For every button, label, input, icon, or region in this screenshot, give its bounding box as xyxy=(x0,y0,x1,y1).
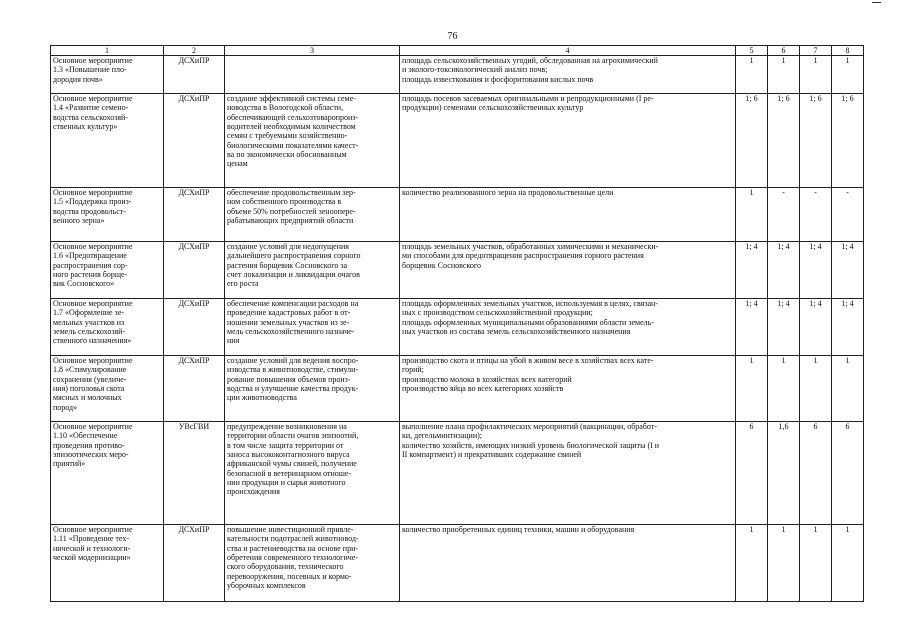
measures-table xyxy=(50,45,864,602)
table-body xyxy=(51,46,864,602)
cell-text-line: Основное мероприятие xyxy=(53,422,133,431)
table-row xyxy=(51,188,864,242)
indicator-ref-6-cell: 1 xyxy=(768,525,800,602)
cell-text-line: происхождения xyxy=(227,487,280,497)
cell-text-line: площадь сельскохозяйственных угодий, обследованная на агрохимический xyxy=(402,56,658,65)
indicator-ref-5-cell: 1 xyxy=(736,188,768,242)
cell-text-line: создание эффективной системы семе- xyxy=(227,94,356,103)
objective-cell xyxy=(225,525,400,602)
executor-cell: ДСХиПР xyxy=(164,94,225,188)
cell-text-line: безопасной в ветеринарном отноше- xyxy=(227,468,352,478)
cell-text-line: вик Сосновского» xyxy=(53,279,115,289)
cell-text-line: 1.11 «Проведение тех- xyxy=(53,534,129,544)
cell-text-line: ва по экономически обоснованным xyxy=(227,150,347,160)
indicator-ref-6-cell: 1 xyxy=(768,56,800,94)
executor-cell: УВсГВИ xyxy=(164,422,225,525)
header-col-7: 7 xyxy=(800,46,832,56)
indicator-ref-5-cell: 1 xyxy=(736,356,768,422)
cell-text-line: земель сельскохозяй- xyxy=(53,327,126,337)
cell-text-line: мясных и молочных xyxy=(53,393,122,403)
cell-text-line: водства сельскохозяй- xyxy=(53,112,128,122)
header-col-1: 1 xyxy=(51,46,164,56)
header-col-5: 5 xyxy=(736,46,768,56)
cell-text-line: Основное мероприятие xyxy=(53,525,133,534)
cell-text-line: выполнение плана профилактических мероприятий (вакцинации, обработ- xyxy=(402,422,657,431)
cell-text-line: ственного назначения» xyxy=(53,336,132,346)
cell-text-line: ношении земельных участков из зе- xyxy=(227,317,350,327)
cell-text-line: создание условий для недопущения xyxy=(227,242,349,251)
cell-text-line: Основное мероприятие xyxy=(53,242,133,251)
cell-text-line: ского оборудования, технического xyxy=(227,562,344,572)
cell-text-line: площадь оформленных муниципальными образованиями области земель- xyxy=(402,317,654,327)
cell-text-line: водителей необходимым количеством xyxy=(227,122,356,132)
cell-text-line: 1.6 «Предотвращение xyxy=(53,251,127,261)
cell-text-line: ческой модернизации» xyxy=(53,553,131,563)
header-col-3: 3 xyxy=(225,46,400,56)
indicator-cell xyxy=(400,422,736,525)
cell-text-line: ния) поголовья скота xyxy=(53,384,125,394)
table-row xyxy=(51,525,864,602)
measure-name-cell xyxy=(51,188,164,242)
table-row xyxy=(51,422,864,525)
cell-text-line: пород» xyxy=(53,402,78,412)
cell-text-line: ного растения борще- xyxy=(53,270,128,280)
header-col-2: 2 xyxy=(164,46,225,56)
indicator-ref-5-cell: 1; 6 xyxy=(736,94,768,188)
indicator-ref-8-cell: 1 xyxy=(832,356,864,422)
objective-cell xyxy=(225,188,400,242)
measure-name-cell xyxy=(51,299,164,356)
cell-text-line: территории области очагов эпизоотий, xyxy=(227,431,359,441)
table-row xyxy=(51,94,864,188)
objective-cell xyxy=(225,56,400,94)
cell-text-line: 1.3 «Повышение пло- xyxy=(53,65,127,75)
cell-text-line: биологическими показателями качест- xyxy=(227,140,359,150)
cell-text-line: нической и технологи- xyxy=(53,543,131,553)
indicator-cell xyxy=(400,356,736,422)
page-number: 76 xyxy=(447,31,458,42)
cell-text-line: создание условий для ведения воспро- xyxy=(227,356,359,365)
cell-text-line: сохранения (увеличе- xyxy=(53,374,127,384)
cell-text-line: в том числе защита территории от xyxy=(227,440,344,450)
cell-text-line: ки, дегельминтизации); xyxy=(402,431,482,441)
cell-text-line: площадь оформленных земельных участков, используемая в целях, связан- xyxy=(402,299,658,308)
indicator-ref-6-cell: 1; 4 xyxy=(768,299,800,356)
executor-cell: ДСХиПР xyxy=(164,188,225,242)
cell-text-line: производство молока в хозяйствах всех категорий xyxy=(402,374,572,384)
cell-text-line: перевооружения, посевных и кормо- xyxy=(227,571,352,581)
indicator-ref-7-cell: 1 xyxy=(800,525,832,602)
cell-text-line: обеспечение продовольственным зер- xyxy=(227,188,356,197)
table-row xyxy=(51,299,864,356)
cell-text-line: 1.7 «Оформление зе- xyxy=(53,308,124,318)
cell-text-line: эпизоотических меро- xyxy=(53,450,129,460)
executor-cell: ДСХиПР xyxy=(164,299,225,356)
cell-text-line: кательности подотраслей животновод- xyxy=(227,534,359,544)
measure-name-cell xyxy=(51,242,164,299)
cell-text-line: ции животноводства xyxy=(227,393,297,403)
objective-cell xyxy=(225,356,400,422)
indicator-ref-6-cell: 1 xyxy=(768,356,800,422)
indicator-ref-6-cell: 1,6 xyxy=(768,422,800,525)
measure-name-cell xyxy=(51,356,164,422)
cell-text-line: распространения сор- xyxy=(53,260,128,270)
cell-text-line: II компартмент) и прекративших содержание свиней xyxy=(402,450,582,460)
objective-cell xyxy=(225,299,400,356)
cell-text-line: ства и растениеводства на основе при- xyxy=(227,543,359,553)
cell-text-line: африканской чумы свиней, получение xyxy=(227,459,357,469)
objective-cell xyxy=(225,422,400,525)
executor-cell: ДСХиПР xyxy=(164,56,225,94)
cell-text-line: площадь земельных участков, обработанных химическими и механически- xyxy=(402,242,659,251)
cell-text-line: ном собственного производства в xyxy=(227,197,342,207)
cell-text-line: семян с требуемыми хозяйственно- xyxy=(227,131,348,141)
cell-text-line: повышение инвестиционной привле- xyxy=(227,525,354,534)
cell-text-line: растения борщевик Сосновского за xyxy=(227,260,348,270)
indicator-ref-8-cell: 1; 6 xyxy=(832,94,864,188)
cell-text-line: водства и улучшение качества продук- xyxy=(227,384,359,394)
cell-text-line: обеспечение компенсации расходов на xyxy=(227,299,359,308)
header-col-8: 8 xyxy=(832,46,864,56)
cell-text-line: производство яйца во всех категориях хозяйств xyxy=(402,384,564,394)
indicator-ref-5-cell: 1; 4 xyxy=(736,242,768,299)
cell-text-line: приятий» xyxy=(53,459,86,469)
cell-text-line: венного зерна» xyxy=(53,216,105,226)
indicator-ref-8-cell: 1 xyxy=(832,525,864,602)
objective-cell xyxy=(225,242,400,299)
cell-text-line: и эколого-токсикологический анализ почв; xyxy=(402,65,548,75)
cell-text-line: Основное мероприятие xyxy=(53,299,133,308)
indicator-ref-6-cell: 1; 6 xyxy=(768,94,800,188)
cell-text-line: количество реализованного зерна на продовольственные цели xyxy=(402,188,614,197)
cell-text-line: его роста xyxy=(227,279,259,289)
measure-name-cell xyxy=(51,94,164,188)
measure-name-cell xyxy=(51,56,164,94)
cell-text-line: ценам xyxy=(227,159,248,169)
cell-text-line: проведение кадастровых работ в от- xyxy=(227,308,351,318)
indicator-ref-7-cell: 1; 4 xyxy=(800,242,832,299)
indicator-ref-8-cell: 1; 4 xyxy=(832,242,864,299)
cell-text-line: обеспечивающей сельхозтоваропроиз- xyxy=(227,112,359,122)
cell-text-line: борщевик Сосновского xyxy=(402,260,481,270)
cell-text-line: производство скота и птицы на убой в живом весе в хозяйствах всех кате- xyxy=(402,356,654,365)
indicator-ref-7-cell: 1; 6 xyxy=(800,94,832,188)
executor-cell: ДСХиПР xyxy=(164,525,225,602)
indicator-cell xyxy=(400,525,736,602)
indicator-cell xyxy=(400,94,736,188)
cell-text-line: дальнейшего распространения сорного xyxy=(227,251,361,261)
header-col-6: 6 xyxy=(768,46,800,56)
indicator-ref-6-cell: 1; 4 xyxy=(768,242,800,299)
cell-text-line: мель сельскохозяйственного назначе- xyxy=(227,327,355,337)
cell-text-line: площадь известкования и фосфоритования кислых почв xyxy=(402,74,594,84)
cell-text-line: обретения современного технологиче- xyxy=(227,553,358,563)
cell-text-line: количество приобретенных единиц техники, машин и оборудования xyxy=(402,525,635,534)
indicator-cell xyxy=(400,56,736,94)
indicator-ref-7-cell: 1; 4 xyxy=(800,299,832,356)
cell-text-line: рабатывающих предприятий области xyxy=(227,216,354,226)
cell-text-line: 1.4 «Развитие семено- xyxy=(53,103,129,113)
table-row xyxy=(51,356,864,422)
indicator-ref-8-cell: - xyxy=(832,188,864,242)
indicator-ref-7-cell: - xyxy=(800,188,832,242)
column-number-row xyxy=(51,46,864,56)
cell-text-line: горий; xyxy=(402,365,424,375)
indicator-ref-8-cell: 6 xyxy=(832,422,864,525)
header-col-4: 4 xyxy=(400,46,736,56)
table-row xyxy=(51,242,864,299)
cell-text-line: счет локализации и ликвидации очагов xyxy=(227,270,360,280)
cell-text-line: рование повышения объемов произ- xyxy=(227,374,351,384)
cell-text-line: 1.5 «Поддержка произ- xyxy=(53,197,132,207)
measure-name-cell xyxy=(51,525,164,602)
cell-text-line: площадь посевов засеваемых оригинальными и репродукционными (I ре- xyxy=(402,94,654,103)
cell-text-line: ственных культур» xyxy=(53,122,118,132)
indicator-ref-5-cell: 1 xyxy=(736,525,768,602)
cell-text-line: 1.10 «Обеспечение xyxy=(53,431,118,441)
cell-text-line: ния xyxy=(227,336,240,346)
top-margin-mark xyxy=(872,2,881,3)
indicator-ref-7-cell: 1 xyxy=(800,356,832,422)
indicator-ref-5-cell: 1 xyxy=(736,56,768,94)
cell-text-line: заноса высококонтагиозного вируса xyxy=(227,450,350,460)
cell-text-line: Основное мероприятие xyxy=(53,56,133,65)
cell-text-line: изводства в животноводстве, стимули- xyxy=(227,365,359,375)
cell-text-line: проведения противо- xyxy=(53,440,125,450)
cell-text-line: Основное мероприятие xyxy=(53,94,133,103)
executor-cell: ДСХиПР xyxy=(164,356,225,422)
cell-text-line: предупреждение возникновения на xyxy=(227,422,347,431)
cell-text-line: нии продукции и сырья животного xyxy=(227,478,346,488)
cell-text-line: продукции) семенами сельскохозяйственных культур xyxy=(402,103,584,113)
indicator-ref-7-cell: 6 xyxy=(800,422,832,525)
indicator-cell xyxy=(400,242,736,299)
cell-text-line: уборочных комплексов xyxy=(227,581,306,591)
cell-text-line: мельных участков из xyxy=(53,317,125,327)
indicator-ref-5-cell: 6 xyxy=(736,422,768,525)
cell-text-line: новодства в Вологодской области, xyxy=(227,103,344,113)
cell-text-line: дородия почв» xyxy=(53,74,103,84)
indicator-ref-5-cell: 1; 4 xyxy=(736,299,768,356)
cell-text-line: ных с производством сельскохозяйственной продукции; xyxy=(402,308,593,318)
indicator-ref-8-cell: 1 xyxy=(832,56,864,94)
objective-cell xyxy=(225,94,400,188)
table-row xyxy=(51,56,864,94)
indicator-cell xyxy=(400,299,736,356)
indicator-ref-7-cell: 1 xyxy=(800,56,832,94)
cell-text-line: водства продовольст- xyxy=(53,206,126,216)
cell-text-line: объеме 50% потребностей зеноопере- xyxy=(227,206,356,216)
cell-text-line: Основное мероприятие xyxy=(53,356,133,365)
cell-text-line: ных участков из состава земель сельскохозяйственного назначения xyxy=(402,327,631,337)
cell-text-line: количество хозяйств, имеющих низкий уровень биологической защиты (I и xyxy=(402,440,660,450)
cell-text-line: 1.8 «Стимулирование xyxy=(53,365,127,375)
cell-text-line: ми способами для предотвращения распространения сорного растения xyxy=(402,251,644,261)
measure-name-cell xyxy=(51,422,164,525)
indicator-ref-8-cell: 1; 4 xyxy=(832,299,864,356)
executor-cell: ДСХиПР xyxy=(164,242,225,299)
cell-text-line: Основное мероприятие xyxy=(53,188,133,197)
indicator-ref-6-cell: - xyxy=(768,188,800,242)
indicator-cell xyxy=(400,188,736,242)
